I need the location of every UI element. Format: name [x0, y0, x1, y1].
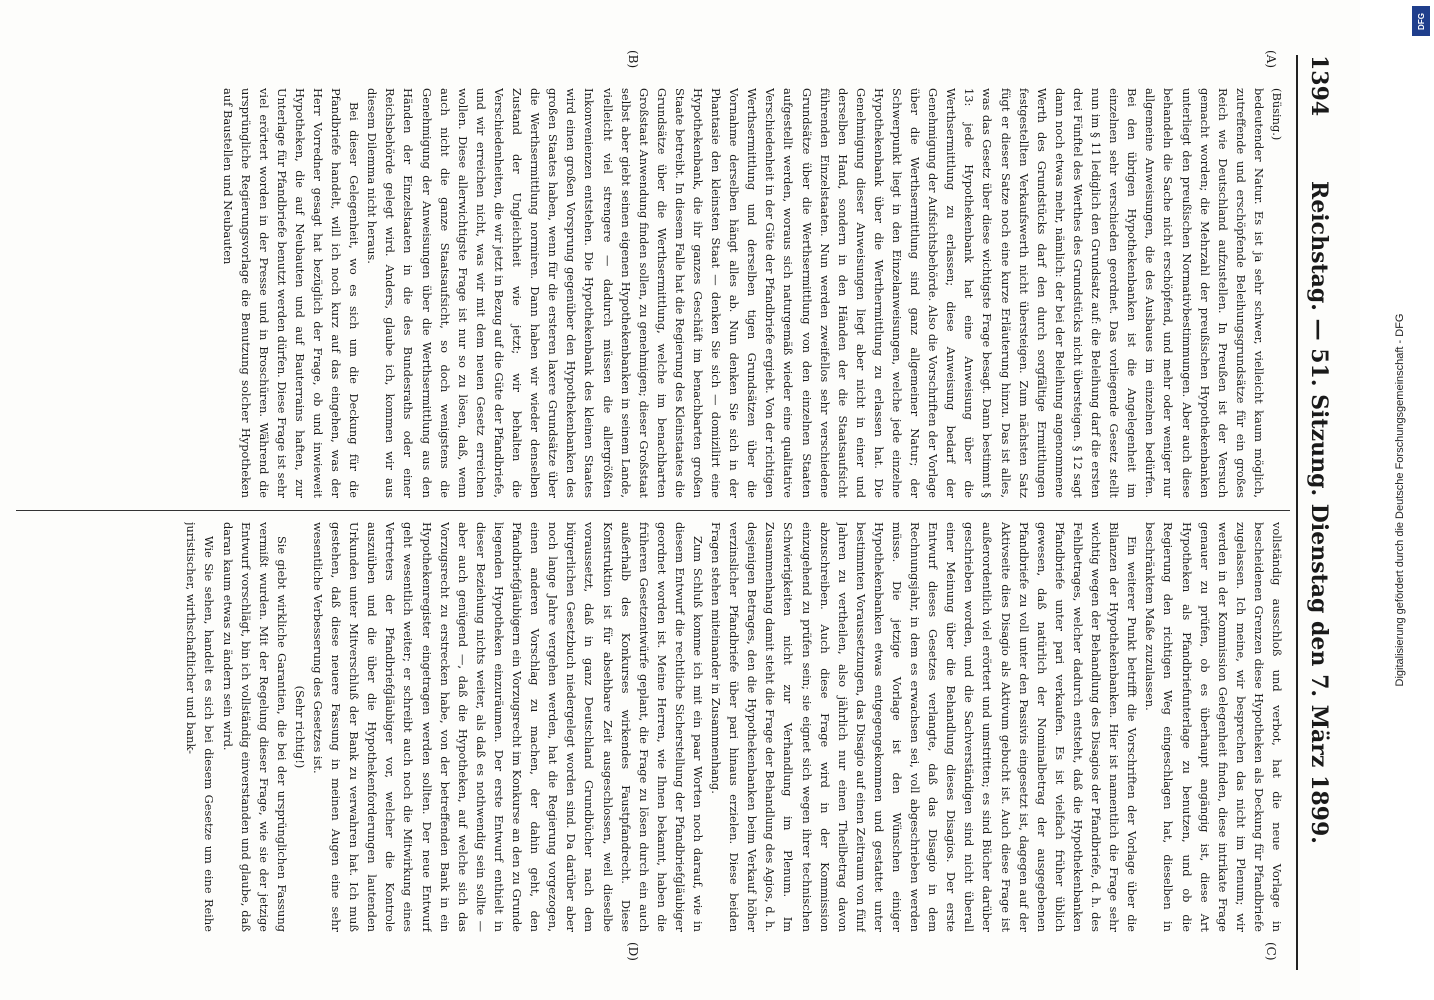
dfg-logo: DFG: [1412, 6, 1430, 36]
column-divider: [16, 510, 1290, 511]
paragraph: Bei dieser Gelegenheit, wo es sich um die Deckung für die Pfandbriefe handelt, will ich noch kurz auf das eingehen, was der Herr Vorredner gesagt hat bezüglich der Frage, ob und inwieweit Hypotheken, die auf Neubauten und auf Bauterrains haften, zur Unterlage für Pfandbriefe benutzt werden dürfen. Diese Frage ist sehr viel erörtert worden in der Presse und in Broschüren. Während die ursprüngliche Regierungsvorlage die Benutzung solcher Hypotheken auf Baustellen und Neubauten: [220, 88, 362, 498]
margin-marker-d: (D): [626, 942, 640, 961]
margin-marker-b: (B): [626, 50, 640, 69]
speaker-continuation: (Büsing.): [1270, 88, 1284, 141]
paragraph: Zum Schluß komme ich mit ein paar Worten noch darauf, wie in diesem Entwurf die rechtliche Sicherstellung der Pfandbriefgläubiger geordnet worden ist. Meine Herren, wie Ihnen bekannt, haben die früheren Gesetzentwürfe geplant, die Frage zu lösen durch ein auch außerhalb des Konkurses wirkendes Faustpfandrecht. Diese Konstruktion ist für absehbare Zeit ausgeschlossen, weil dieselbe voraussetzt, daß in ganz Deutschland Grundbücher nach dem bürgerlichen Gesetzbuch niedergelegt worden sind. Da darüber aber noch lange Jahre vergehen werden, hat die Regierung vorgezogen, einen anderen Vorschlag zu machen, der dahin geht, den Pfandbriefgläubigern ein Vorzugsrecht im Konkurse an den zu Grunde liegenden Hypotheken einzuräumen. Der erste Entwurf enthielt in dieser Beziehung nichts weiter, als daß es nothwendig sein sollte — aber auch genügend —, daß die Hypotheken, auf welche sich das Vorzugsrecht zu erstrecken habe, von der betreffenden Bank in ein Hypothekenregister eingetragen werden sollten. Der neue Entwurf geht wesentlich weiter; er schreibt auch noch die Mitwirkung eines Vertreters der Pfandbriefgläubiger vor, welcher die Kontrole auszuüben und die über die Hypothekenforderungen lautenden Urkunden unter Mitverschluß der Bank zu verwahren hat. Ich muß gestehen, daß diese neuere Fassung in meinen Augen eine sehr wesentliche Verbesserung des Gesetzes ist.: [311, 522, 705, 932]
paragraph: vollständig ausschloß und verbot, hat die neue Vorlage in bescheidenen Grenzen diese Hypotheken als Deckung für Pfandbriefe zugelassen. Ich meine, wir besprechen das nicht im Plenum; wir werden in der Kommission Gelegenheit finden, diese intrikate Frage genauer zu prüfen, ob es überhaupt angängig ist, diese Art Hypotheken als Pfandbriefunterlage zu benutzen, und ob die Regierung den richtigen Weg eingeschlagen hat, dieselben in beschränktem Maße zuzulassen.: [1143, 522, 1284, 932]
margin-marker-a: (A): [1264, 50, 1278, 69]
digitization-note: Digitalisierung gefördert durch die Deutsche Forschungsgemeinschaft - DFG: [1394, 313, 1406, 687]
page-number: 1394: [1306, 55, 1332, 117]
applause-note: (Sehr richtig!): [292, 685, 307, 769]
paragraph: Wie Sie sehen, handelt es sich bei diesem Gesetze um eine Reihe juristischer, wirthschaftlicher und bank-: [184, 522, 217, 932]
page-title: Reichstag. — 51. Sitzung. Dienstag den 7. März 1899.: [1306, 181, 1332, 844]
paragraph: bedeutender Natur. Es ist ja sehr schwer, vielleicht kaum möglich, zutreffende und erschöpfende Beleihungsgrundsätze für ein großes Reich wie Deutschland aufzustellen. In Preußen ist der Versuch gemacht worden; die Mehrzahl der preußischen Hypothekenbanken unterliegt den preußischen Normativbestimmungen. Aber auch diese behandeln die Sache nicht erschöpfend, und mehr oder weniger nur allgemeine Anweisungen, die des Ausbaues im einzelnen bedürfen. Bei den übrigen Hypothekenbanken ist die Angelegenheit im einzelnen sehr verschieden geordnet. Das vorliegende Gesetz stellt nun im § 11 lediglich den Grundsatz auf: die Beleihung darf die ersten drei Fünftel des Werthes des Grundstücks nicht übersteigen. § 12 sagt dann noch etwas mehr, nämlich: der bei der Beleihung angenommene Werth des Grundstücks darf den durch sorgfältige Ermittlungen festgestellten Verkaufswerth nicht übersteigen. Zum nächsten Satz fügt er dieser Satze noch eine kurze Erläuterung hinzu. Das ist alles, was das Gesetz über diese wichtigste Frage besagt. Dann bestimmt § 13: jede Hypothekenbank hat eine Anweisung über die Werthsermittlung zu erlassen; diese Anweisung bedarf der Genehmigung der Aufsichtsbehörde. Also die Vorschriften der Vorlage über die Werthsermittlung sind ganz allgemeiner Natur; der Schwerpunkt liegt in den Einzelanweisungen, welche jede einzelne Hypothekenbank über die Werthermittlung zu erlassen hat. Die Genehmigung dieser Anweisungen liegt aber nicht in einer und derselben Hand, sondern in den Händen der die Staatsaufsicht führenden Einzelstaaten. Nun werden zweifellos sehr verschiedene Grundsätze über die Werthsermittlung von den einzelnen Staaten aufgestellt werden, woraus sich naturgemäß wieder eine qualitative Verschiedenheit in der Güte der Pfandbriefe ergiebt. Von der richtigen Werthsermittlung und derselben tigen Grundsätzen über die Vornahme derselben hängt alles ab. Nun denken Sie sich in der Phantasie den kleinsten Staat — denken Sie sich — domizilirt eine Hypothekenbank, die ihr ganzes Geschäft im benachbarten großen Staate betreibt. In diesem Falle hat die Regierung des Kleinstaates die Grundsätze über die Werthsermittlung, welche im benachbarten Großstaat Anwendung finden sollen, zu genehmigen; dieser Großstaat selbst aber giebt seinen eigenen Hypothekenbanken in seinem Lande, vielleicht viel strengere — dadurch müssen die allergrößten Inkonvenienzen entstehen. Die Hypothekenbank des kleinen Staates wird einen großen Vorsprung gegenüber den Hypothekenbanken des großen Staates haben, wenn für die ersteren laxere Grundsätze über die Werthsermittlung normiren. Dann haben wir wieder denselben Zustand der Ungleichheit wie jetzt; wir behalten die Verschiedenheiten, die wir jetzt in Bezug auf die Güte der Pfandbriefe, und wir erreichen nicht, was wir mit dem neuen Gesetz erreichen wollen. Diese allerwichtigste Frage ist nur so zu lösen, daß, wenn auch nicht die ganze Staatsaufsicht, so doch wenigstens die Genehmigung der Anweisungen über die Werthsermittlung aus den Händen der Einzelstaaten in die des Bundesraths oder einer Reichsbehörde gelegt wird. Anders, glaube ich, kommen wir aus diesem Dilemma nicht heraus.: [365, 88, 1266, 498]
paragraph: Sie giebt wirkliche Garantien, die bei der ursprünglichen Fassung vermißt wurden. Mit der Regelung dieser Frage, wie sie der jetzige Entwurf vorschlägt, bin ich vollständig einverstanden und glaube, daß daran kaum etwas zu ändern sein wird.: [220, 522, 289, 932]
page-header: [1296, 55, 1342, 970]
text-column-right: [18, 522, 1286, 932]
paragraph: Ein weiterer Punkt betrifft die Vorschriften der Vorlage über die Bilanzen der Hypothekenbanken. Hier ist namentlich die Frage sehr wichtig wegen der Behandlung des Disagios der Pfandbriefe, d. h. des Fehlbetrages, welcher dadurch entsteht, daß die Hypothekenbanken Pfandbriefe unter pari verkaufen. Es ist vielfach früher üblich gewesen, daß natürlich der Nominalbetrag der ausgegebenen Pfandbriefe zu voll unter den Passivis eingesetzt ist, dagegen auf der Aktivseite dies Disagio als Aktivum gebucht ist. Auch diese Frage ist außerordentlich viel erörtert und umstritten; es sind Bücher darüber geschrieben worden, und die Sachverständigen sind nicht überall einer Meinung über die Behandlung dieses Disagios. Der erste Entwurf dieses Gesetzes verlangte, daß das Disagio in dem Rechnungsjahr, in dem es erwachsen sei, voll abgeschrieben werden müsse. Die jetzige Vorlage ist den Wünschen einiger Hypothekenbanken etwas entgegengekommen und gestattet unter bestimmten Voraussetzungen, das Disagio auf einen Zeitraum von fünf Jahren zu vertheilen, also jährlich nur einen Theilbetrag davon abzuschreiben. Auch diese Frage wird in der Kommission einzugehend zu prüfen sein; sie eignet sich wegen ihrer technischen Schwierigkeiten nicht zur Verhandlung im Plenum. Im Zusammenhang damit steht die Frage der Behandlung des Agios, d. h. desjenigen Betrages, den die Hypothekenbanken beim Verkauf höher verzinslicher Pfandbriefe über pari hinaus erzielen. Diese beiden Fragen stehen miteinander in Zusammenhang.: [709, 522, 1140, 932]
text-column-left: [18, 88, 1286, 498]
margin-marker-c: (C): [1264, 942, 1278, 961]
